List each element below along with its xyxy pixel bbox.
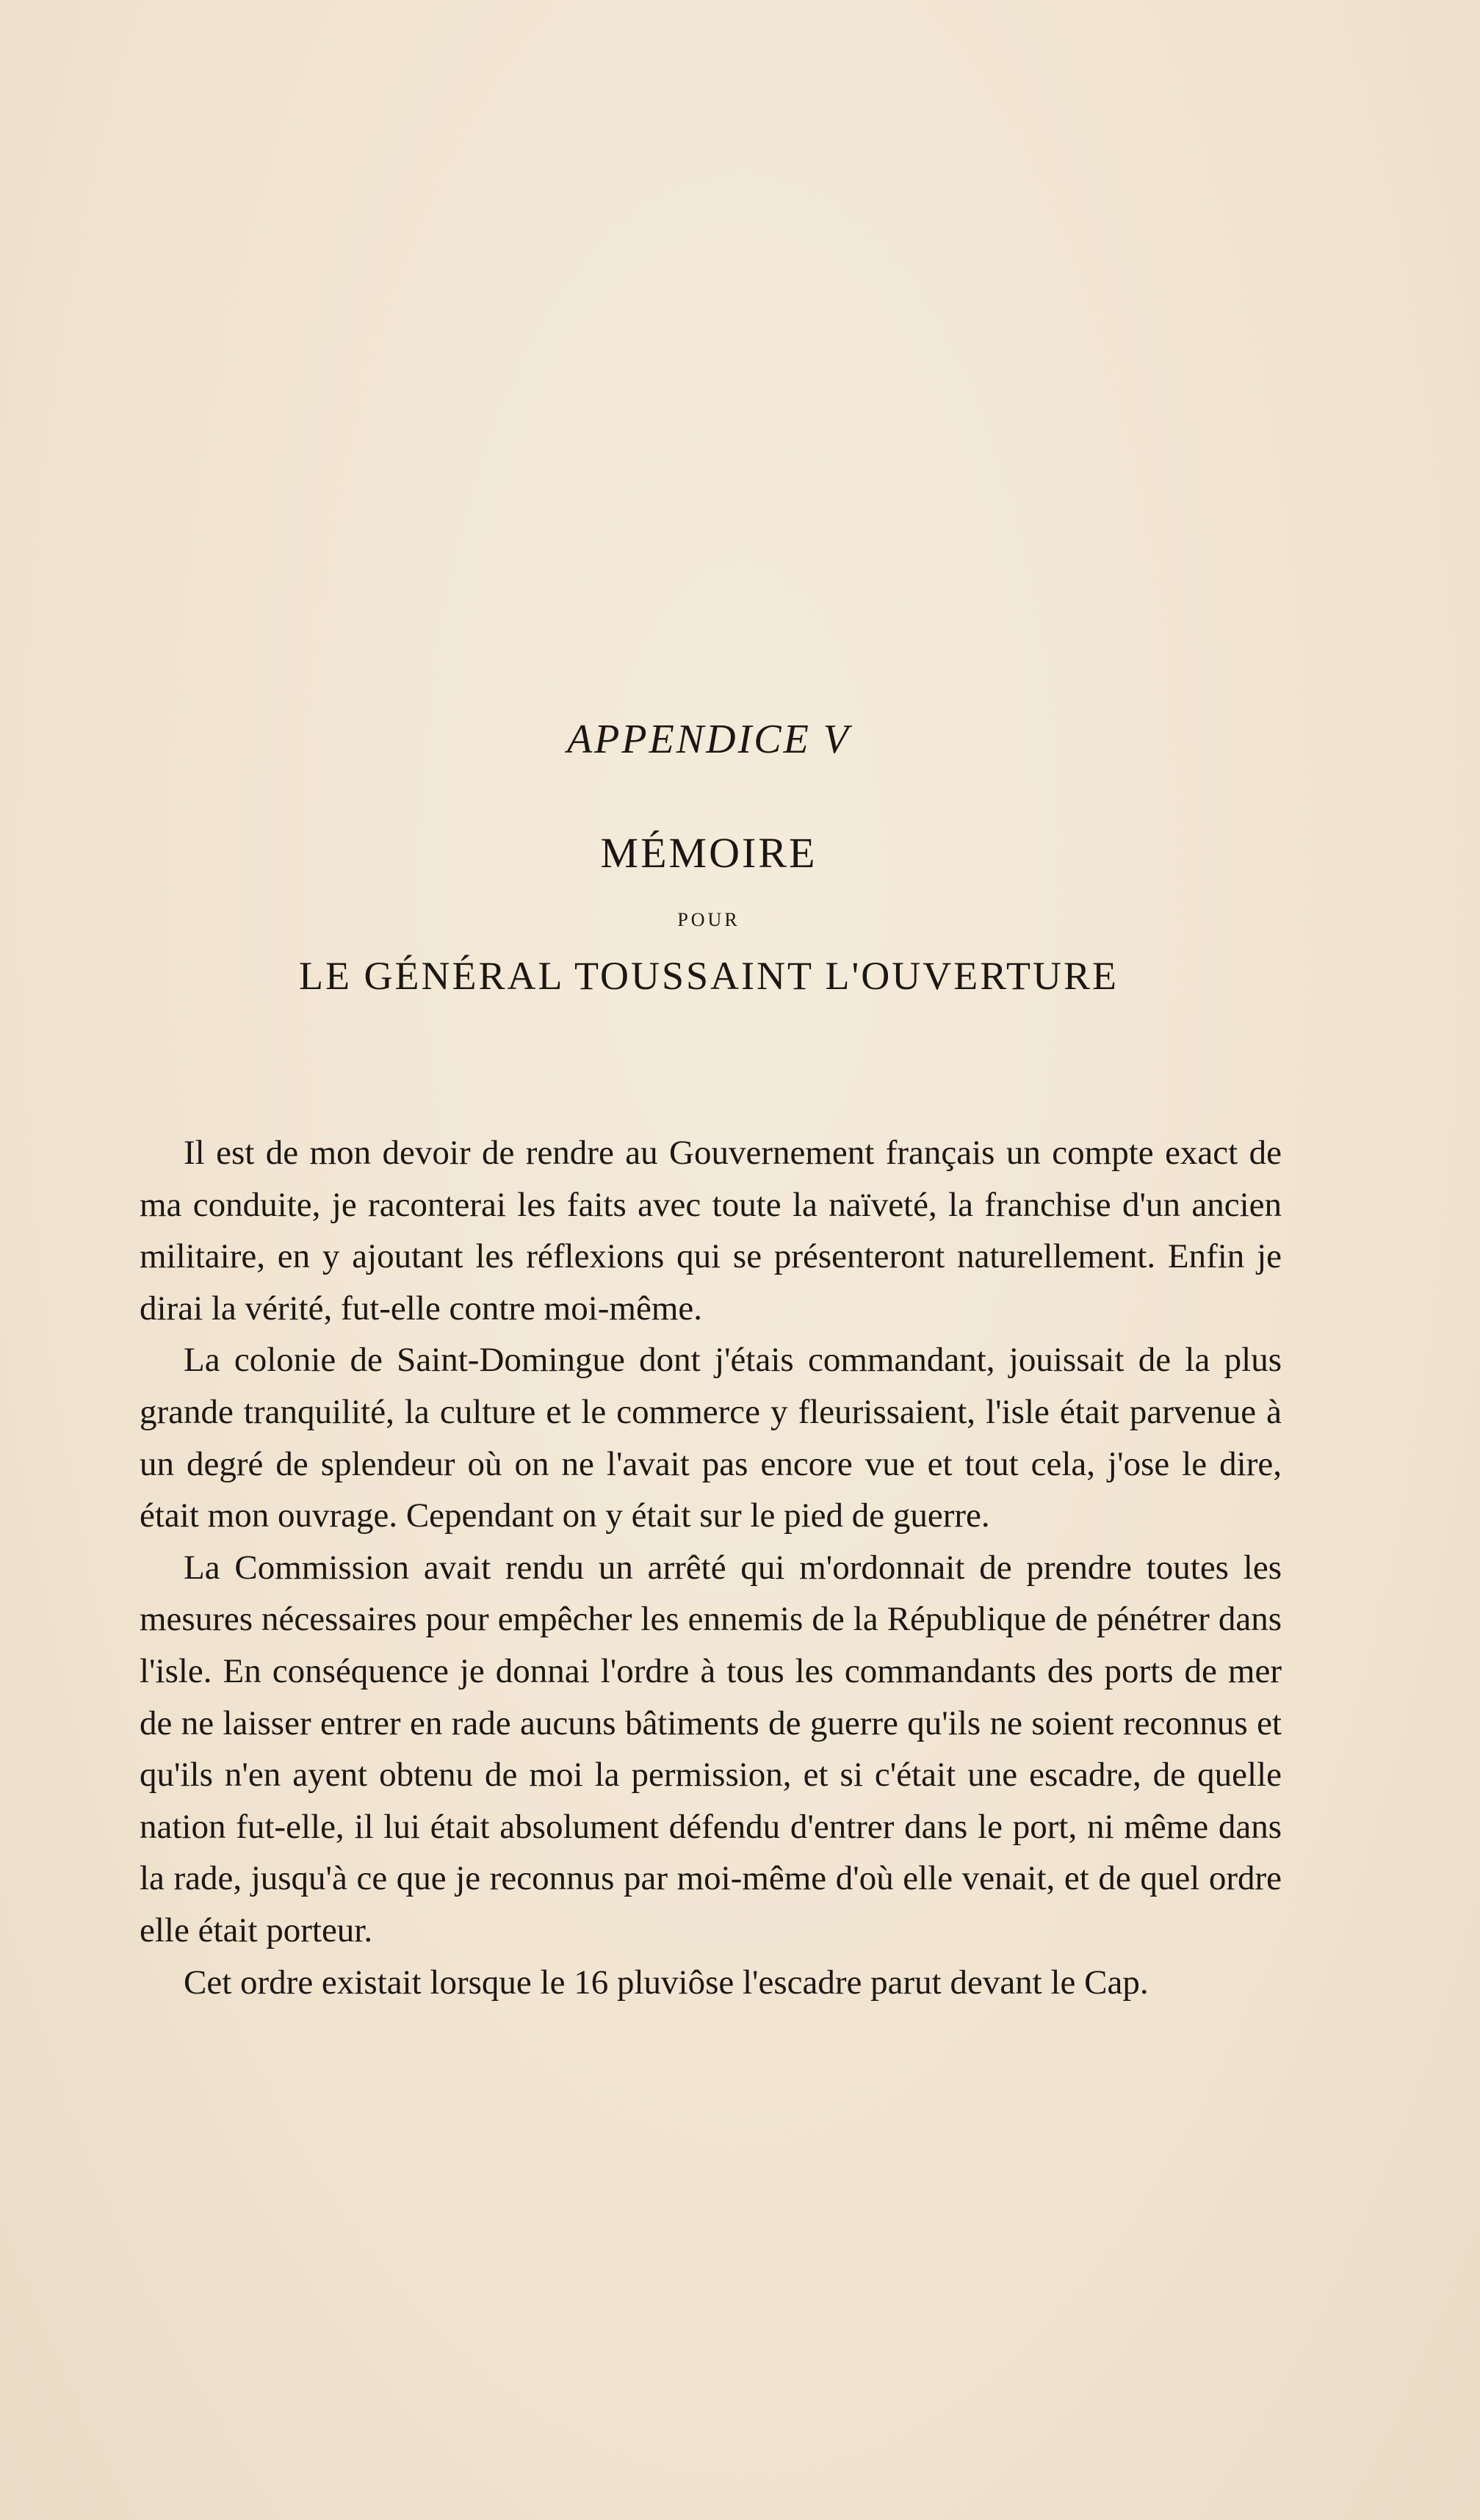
- memoire-body: [140, 1127, 1282, 2008]
- pour-label: POUR: [677, 909, 740, 930]
- memoire-title: MÉMOIRE: [600, 829, 817, 877]
- paragraph-3: La Commission avait rendu un arrêté qui m'ordonnait de prendre toutes les mesures nécessaires pour empêcher les ennemis de la République de pénétrer dans l'isle. En conséquence je donnai l'ordre à tous les commandants des ports de mer de ne laisser entrer en rade aucuns bâtiments de guerre qu'ils ne soient reconnus et qu'ils n'en ayent obtenu de moi la permission, et si c'était une escadre, de quelle nation fut-elle, il lui était absolument défendu d'entrer dans le port, ni même dans la rade, jusqu'à ce que je reconnus par moi-même d'où elle venait, et de quel ordre elle était porteur.: [140, 1548, 1282, 1949]
- appendix-label: APPENDICE V: [566, 717, 851, 762]
- paragraph-1: Il est de mon devoir de rendre au Gouvernement français un compte exact de ma conduite, je raconterai les faits avec toute la naïveté, la franchise d'un ancien militaire, en y ajoutant les réflexions qui se présenteront naturellement. Enfin je dirai la vérité, fut-elle contre moi-même.: [140, 1134, 1282, 1328]
- paragraph-2: La colonie de Saint-Domingue dont j'étais commandant, jouissait de la plus grande tranquilité, la culture et le commerce y fleurissaient, l'isle était parvenue à un degré de splendeur où on ne l'avait pas encore vue et tout cela, j'ose le dire, était mon ouvrage. Cependant on y était sur le pied de guerre.: [140, 1341, 1282, 1535]
- paragraph-4: Cet ordre existait lorsque le 16 pluviôse l'escadre parut devant le Cap.: [184, 1963, 1149, 2002]
- subject-title: LE GÉNÉRAL TOUSSAINT L'OUVERTURE: [299, 954, 1119, 998]
